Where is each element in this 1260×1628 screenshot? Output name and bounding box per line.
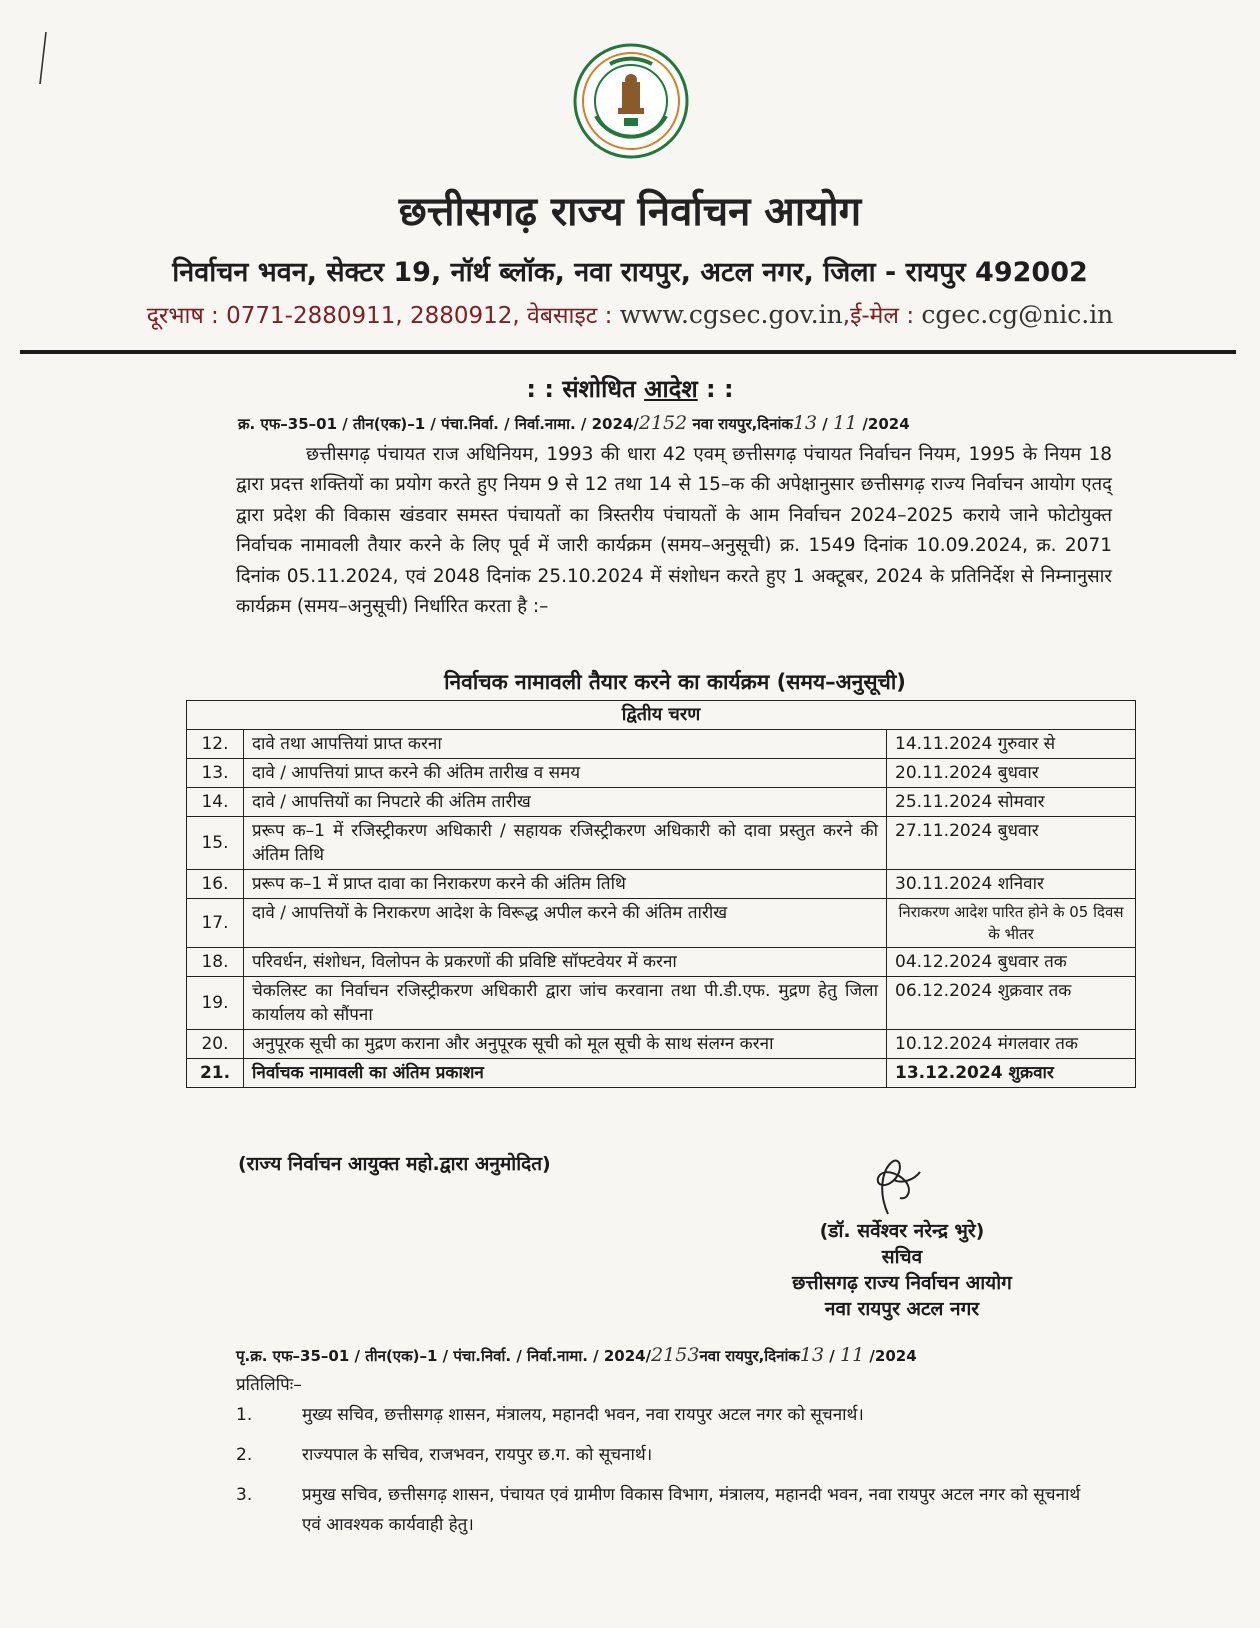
list-item-number: 3. [236, 1485, 253, 1505]
schedule-row-date: 27.11.2024 बुधवार [887, 817, 1136, 870]
schedule-row-activity: परिवर्धन, संशोधन, विलोपन के प्रकरणों की प्रविष्टि सॉफ्टवेयर में करना [244, 948, 887, 977]
order-place-date: नवा रायपुर,दिनांक [687, 415, 793, 433]
schedule-row-activity: दावे / आपत्तियों का निपटारे की अंतिम तारीख [244, 788, 887, 817]
schedule-row-number: 19. [187, 977, 244, 1030]
schedule-row-number: 21. [187, 1059, 244, 1088]
order-year: /2024 [857, 415, 910, 433]
list-item-number: 1. [236, 1405, 253, 1425]
table-row [187, 788, 1136, 817]
schedule-row-number: 13. [187, 759, 244, 788]
schedule-row-number: 17. [187, 899, 244, 948]
signatory-organization: छत्तीसगढ़ राज्य निर्वाचन आयोग [792, 1272, 1012, 1294]
table-row [187, 870, 1136, 899]
schedule-phase-row [187, 701, 1136, 730]
schedule-title: निर्वाचक नामावली तैयार करने का कार्यक्रम (समय–अनुसूची) [444, 670, 906, 694]
list-item-text: मुख्य सचिव, छत्तीसगढ़ शासन, मंत्रालय, महानदी भवन, नवा रायपुर अटल नगर को सूचनार्थ। [302, 1405, 864, 1425]
order-day-handwritten: 13 [792, 412, 818, 434]
handwritten-signature [848, 1152, 938, 1222]
schedule-row-date: 04.12.2024 बुधवार तक [887, 948, 1136, 977]
copy-recipient-list [236, 1400, 1096, 1550]
copy-number-handwritten: 2153 [651, 1344, 700, 1366]
approval-note: (राज्य निर्वाचन आयुक्त महो.द्वारा अनुमोदित) [238, 1153, 551, 1175]
table-row [187, 1030, 1136, 1059]
order-heading-main: आदेश [644, 375, 698, 403]
copy-month-handwritten: 11 [840, 1344, 865, 1366]
website-link[interactable]: www.cgsec.gov.in [619, 300, 843, 329]
schedule-row-activity: प्ररूप क–1 में प्राप्त दावा का निराकरण करने की अंतिम तिथि [244, 870, 887, 899]
copy-label: प्रतिलिपिः– [236, 1375, 302, 1395]
table-row [187, 759, 1136, 788]
schedule-table [186, 700, 1136, 1088]
schedule-row-date: 10.12.2024 मंगलवार तक [887, 1030, 1136, 1059]
schedule-row-activity: दावे तथा आपत्तियां प्राप्त करना [244, 730, 887, 759]
list-item-text: राज्यपाल के सचिव, राजभवन, रायपुर छ.ग. को सूचनार्थ। [302, 1445, 653, 1465]
organization-title: छत्तीसगढ़ राज्य निर्वाचन आयोग [398, 189, 862, 235]
schedule-row-number: 12. [187, 730, 244, 759]
organization-contact [0, 298, 1260, 330]
table-row [187, 817, 1136, 870]
list-item-text: प्रमुख सचिव, छत्तीसगढ़ शासन, पंचायत एवं ग्रामीण विकास विभाग, मंत्रालय, महानदी भवन, नवा रायपुर अटल नगर को सूचनार्थ एवं आवश्यक कार्यवाही हेतु। [302, 1485, 1081, 1535]
order-heading-left: : : संशोधित [526, 375, 645, 403]
list-item [236, 1440, 1096, 1470]
order-reference [238, 412, 910, 434]
copy-day-handwritten: 13 [799, 1344, 825, 1366]
list-item-number: 2. [236, 1445, 253, 1465]
email-label: ,ई-मेल : [842, 303, 922, 329]
schedule-row-date: 06.12.2024 शुक्रवार तक [887, 977, 1136, 1030]
order-date-separator: / [817, 415, 833, 433]
copy-year: /2024 [864, 1347, 917, 1365]
schedule-phase: द्वितीय चरण [187, 701, 1136, 730]
schedule-row-number: 18. [187, 948, 244, 977]
copy-place-date: नवा रायपुर,दिनांक [699, 1347, 800, 1365]
schedule-row-activity: दावे / आपत्तियां प्राप्त करने की अंतिम तारीख व समय [244, 759, 887, 788]
schedule-row-date: 25.11.2024 सोमवार [887, 788, 1136, 817]
signatory-name: (डॉ. सर्वेश्वर नरेन्द्र भुरे) [819, 1220, 985, 1242]
schedule-row-number: 20. [187, 1030, 244, 1059]
order-heading-right: : : [697, 375, 734, 403]
contact-phones: दूरभाष : 0771-2880911, 2880912, वेबसाइट : [146, 303, 620, 329]
schedule-row-number: 15. [187, 817, 244, 870]
signatory-place: नवा रायपुर अटल नगर [824, 1298, 980, 1320]
commission-seal-logo [572, 42, 690, 160]
schedule-row-date: 30.11.2024 शनिवार [887, 870, 1136, 899]
order-body-paragraph: छत्तीसगढ़ पंचायत राज अधिनियम, 1993 की धारा 42 एवम् छत्तीसगढ़ पंचायत निर्वाचन नियम, 1995 के नियम 18 द्वारा प्रदत्त शक्तियों का प्रयोग करते हुए नियम 9 से 12 तथा 14 से 15–क की अपेक्षानुसार छत्तीसगढ़ राज्य निर्वाचन आयोग एतद् द्वारा प्रदेश की विकास खंडवार समस्त पंचायतों का त्रिस्तरीय पंचायतों के आम निर्वाचन 2024–2025 कराये जाने फोटोयुक्त निर्वाचक नामावली तैयार करने के लिए पूर्व में जारी कार्यक्रम (समय–अनुसूची) क्र. 1549 दिनांक 10.09.2024, क्र. 2071 दिनांक 05.11.2024, एवं 2048 दिनांक 25.10.2024 में संशोधन करते हुए 1 अक्टूबर, 2024 के प्रतिनिर्देश से निम्नानुसार कार्यक्रम (समय–अनुसूची) निर्धारित करता है :– [236, 444, 1112, 618]
order-reference-prefix: क्र. एफ–35–01 / तीन(एक)–1 / पंचा.निर्वा. / निर्वा.नामा. / 2024/ [238, 415, 639, 433]
schedule-row-date: 20.11.2024 बुधवार [887, 759, 1136, 788]
schedule-row-activity: अनुपूरक सूची का मुद्रण कराना और अनुपूरक सूची को मूल सूची के साथ संलग्न करना [244, 1030, 887, 1059]
signatory-designation: सचिव [881, 1246, 923, 1268]
schedule-row-activity: दावे / आपत्तियों के निराकरण आदेश के विरूद्ध अपील करने की अंतिम तारीख [244, 899, 887, 948]
schedule-row-number: 16. [187, 870, 244, 899]
order-heading [0, 372, 1260, 405]
schedule-row-date: 13.12.2024 शुक्रवार [887, 1059, 1136, 1088]
pencil-mark [32, 28, 52, 88]
schedule-row-date-text: निराकरण आदेश पारित होने के 05 दिवस के भीतर [898, 903, 1124, 943]
order-number-handwritten: 2152 [638, 412, 688, 434]
copy-reference-prefix: पृ.क्र. एफ–35–01 / तीन(एक)–1 / पंचा.निर्वा. / निर्वा.नामा. / 2024/ [236, 1347, 652, 1365]
table-row [187, 899, 1136, 948]
schedule-row-activity: प्ररूप क–1 में रजिस्ट्रीकरण अधिकारी / सहायक रजिस्ट्रीकरण अधिकारी को दावा प्रस्तुत करने की अंतिम तिथि [244, 817, 887, 870]
header-divider [20, 350, 1236, 354]
order-month-handwritten: 11 [833, 412, 858, 434]
list-item [236, 1480, 1096, 1540]
signatory-block [742, 1218, 1062, 1322]
schedule-row-activity: निर्वाचक नामावली का अंतिम प्रकाशन [244, 1059, 887, 1088]
table-row [187, 1059, 1136, 1088]
organization-address: निर्वाचन भवन, सेक्टर 19, नॉर्थ ब्लॉक, नवा रायपुर, अटल नगर, जिला - रायपुर 492002 [172, 257, 1088, 288]
copy-reference [236, 1344, 917, 1366]
email-link[interactable]: cgec.cg@nic.in [921, 300, 1114, 329]
schedule-row-date: 14.11.2024 गुरुवार से [887, 730, 1136, 759]
table-row [187, 948, 1136, 977]
list-item [236, 1400, 1096, 1430]
copy-date-separator: / [824, 1347, 840, 1365]
table-row [187, 977, 1136, 1030]
schedule-row-date [887, 899, 1136, 948]
table-row [187, 730, 1136, 759]
schedule-row-number: 14. [187, 788, 244, 817]
schedule-row-activity: चेकलिस्ट का निर्वाचन रजिस्ट्रीकरण अधिकारी द्वारा जांच करवाना तथा पी.डी.एफ. मुद्रण हेतु जिला कार्यालय को सौंपना [244, 977, 887, 1030]
